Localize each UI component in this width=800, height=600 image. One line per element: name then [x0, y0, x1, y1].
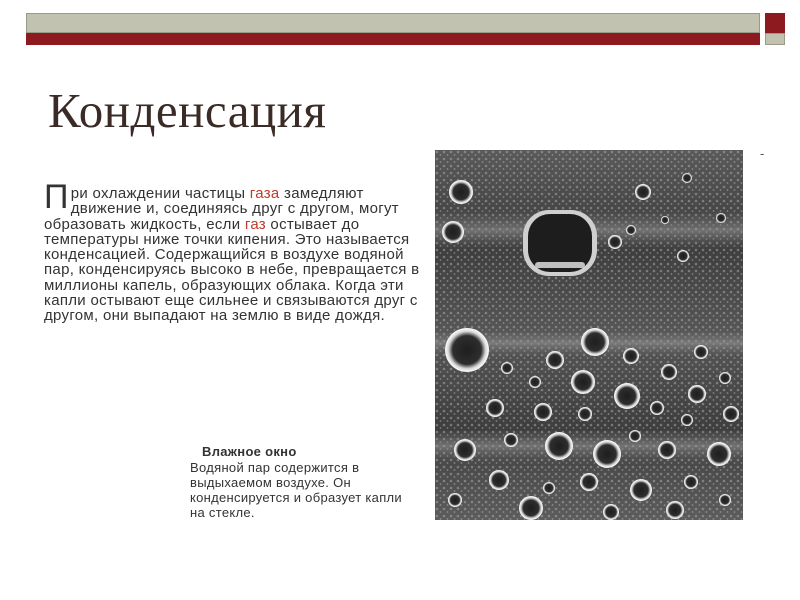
corner-square-gray: [765, 33, 785, 45]
caption-text: Водяной пар содержится в выдыхаемом воздухе. Он конденсируется и образует капли на стекле.: [190, 460, 402, 520]
body-text-part-3: остывает до температуры ниже точки кипения. Это называется конденсацией. Содержащийся в воздухе водяной пар, конденсируясь высоко в небе, превращается в миллионы капель, образующих облака. Когда эти капли остывают еще сильнее и связываются друг с другом, они выпадают на землю в виде дождя.: [44, 215, 420, 325]
body-paragraph: [44, 178, 424, 325]
water-droplets-photo: [435, 150, 743, 520]
drop-cap: П: [44, 178, 69, 216]
image-caption: [190, 444, 420, 520]
highlight-word-gas-1: газа: [249, 185, 280, 202]
corner-square-red: [765, 13, 785, 33]
header-bar-gray: [26, 13, 760, 33]
side-mark: -: [760, 146, 765, 161]
caption-heading: Влажное окно: [202, 444, 297, 459]
highlight-word-gas-2: газ: [244, 215, 266, 233]
body-text-part-1: ри охлаждении частицы: [70, 185, 250, 202]
slide-title: Конденсация: [48, 83, 327, 138]
header-bar-red: [26, 33, 760, 45]
body-text-part-2: замедляют движение и, соединяясь друг с другом, могут образовать жидкость, если: [44, 185, 399, 233]
